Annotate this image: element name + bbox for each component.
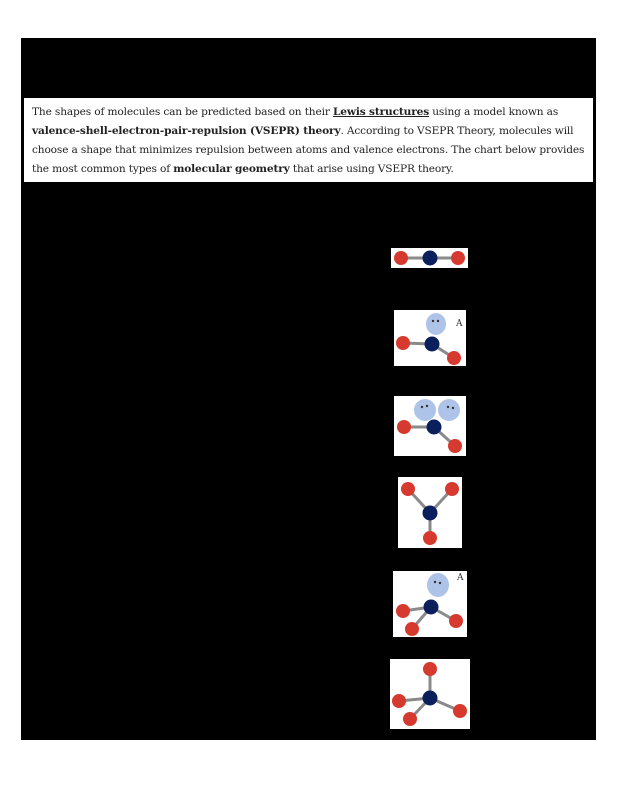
bent-one-lone-pair-image — [394, 310, 466, 366]
molecular-geometry-term: molecular geometry — [173, 163, 290, 175]
bent-two-lone-pairs-image — [394, 396, 466, 456]
linear-molecule-image — [391, 248, 468, 268]
lone-pair-label-a: A — [456, 319, 463, 329]
lewis-structures-term: Lewis structures — [332, 106, 430, 118]
intro-text-2: using a model known as — [429, 106, 559, 118]
intro-paragraph — [24, 98, 593, 182]
tetrahedral-image — [390, 659, 470, 729]
intro-text-3: . According to VSEPR Theory, molecules will choose a shape that minimizes repulsion between atoms and valence electrons. The chart below provides the most common types of — [32, 125, 585, 175]
intro-text-1: The shapes of molecules can be predicted based on their — [32, 106, 333, 118]
trigonal-pyramidal-image — [393, 571, 467, 637]
intro-text-4: that arise using VSEPR theory. — [289, 163, 454, 175]
lone-pair-label-a-2: A — [457, 573, 464, 583]
vsepr-theory-term: valence-shell-electron-pair-repulsion (VSEPR) theory — [32, 125, 341, 137]
trigonal-planar-image — [398, 477, 462, 548]
